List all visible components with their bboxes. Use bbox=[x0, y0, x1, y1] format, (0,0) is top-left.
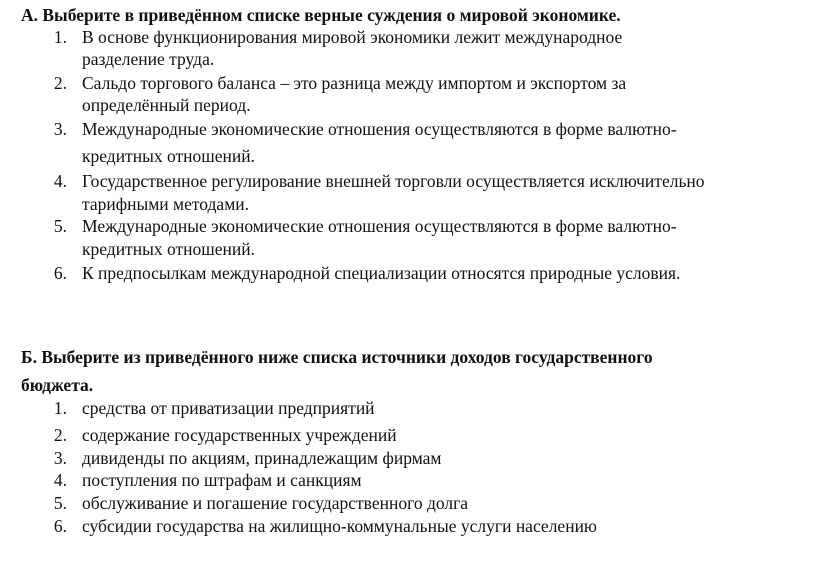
list-item-number: 3. bbox=[53, 119, 67, 139]
list-item-text-line2: тарифными методами. bbox=[82, 194, 250, 214]
list-item-text-line1: Государственное регулирование внешней торговли осуществляется исключительно bbox=[82, 171, 705, 191]
list-item-text-line2: разделение труда. bbox=[82, 49, 215, 69]
list-item-text-line2: кредитных отношений. bbox=[82, 239, 255, 259]
list-item-number: 2. bbox=[53, 425, 67, 445]
list-item-number: 2. bbox=[53, 73, 67, 93]
list-item-text: дивиденды по акциям, принадлежащим фирмам bbox=[82, 448, 442, 468]
list-item-text-line1: В основе функционирования мировой экономики лежит международное bbox=[82, 27, 623, 47]
list-item-number: 6. bbox=[53, 263, 67, 283]
list-item-number: 4. bbox=[53, 470, 67, 490]
list-item-number: 1. bbox=[53, 398, 67, 418]
list-item-text-line1: Международные экономические отношения осуществляются в форме валютно- bbox=[82, 216, 677, 236]
list-item-number: 3. bbox=[53, 448, 67, 468]
list-item-text: обслуживание и погашение государственного долга bbox=[82, 493, 469, 513]
list-item-number: 1. bbox=[53, 27, 67, 47]
list-item-number: 5. bbox=[53, 216, 67, 236]
list-item-text: содержание государственных учреждений bbox=[82, 425, 397, 445]
list-item-text: субсидии государства на жилищно-коммунальные услуги населению bbox=[82, 516, 598, 536]
section-b-heading-line1: Б. Выберите из приведённого ниже списка источники доходов государственного bbox=[21, 347, 653, 367]
list-item-text: средства от приватизации предприятий bbox=[82, 398, 375, 418]
list-item-text-line2: определённый период. bbox=[82, 95, 251, 115]
list-item-number: 4. bbox=[53, 171, 67, 191]
list-item-number: 5. bbox=[53, 493, 67, 513]
list-item-text: поступления по штрафам и санкциям bbox=[82, 470, 362, 490]
list-item-text-line1: К предпосылкам международной специализации относятся природные условия. bbox=[82, 263, 681, 283]
section-b-heading-line2: бюджета. bbox=[21, 375, 94, 395]
section-a-heading: А. Выберите в приведённом списке верные суждения о мировой экономике. bbox=[21, 5, 621, 25]
list-item-text-line2: кредитных отношений. bbox=[82, 146, 255, 166]
list-item-text-line1: Сальдо торгового баланса – это разница между импортом и экспортом за bbox=[82, 73, 627, 93]
list-item-text-line1: Международные экономические отношения осуществляются в форме валютно- bbox=[82, 119, 677, 139]
list-item-number: 6. bbox=[53, 516, 67, 536]
